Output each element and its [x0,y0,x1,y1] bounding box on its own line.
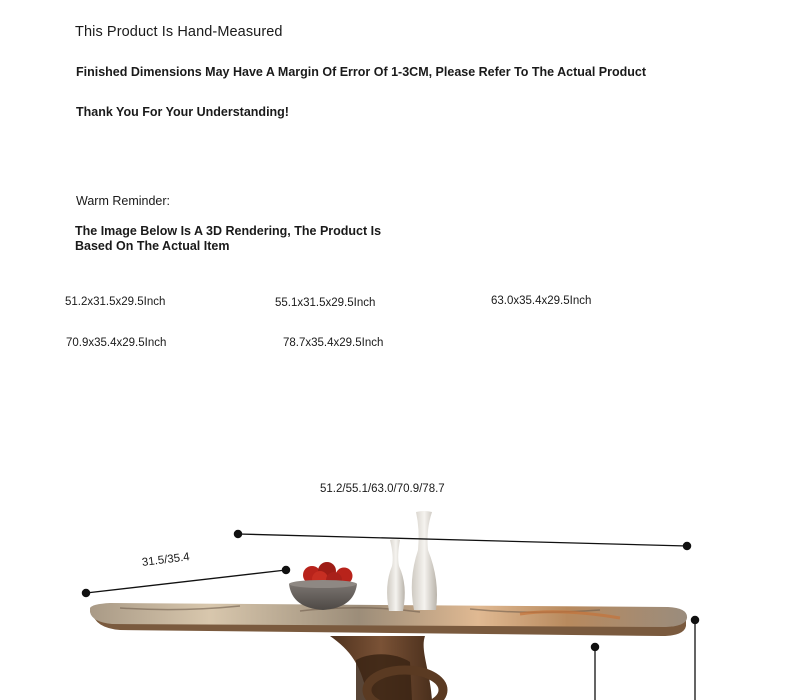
table-rendering [0,430,790,700]
tolerance-notice: Finished Dimensions May Have A Margin Of Error Of 1-3CM, Please Refer To The Actual Product [76,65,647,79]
fruit-bowl [289,562,357,610]
reminder-heading: Warm Reminder: [76,194,170,208]
width-dimension-label: 31.5/35.4 [141,551,191,569]
size-option: 63.0x35.4x29.5Inch [491,295,592,307]
size-option: 55.1x31.5x29.5Inch [275,297,376,309]
table-base [330,636,443,700]
reminder-text: The Image Below Is A 3D Rendering, The Product Is Based On The Actual Item [75,224,382,253]
vases [387,511,437,611]
size-option: 70.9x35.4x29.5Inch [66,337,167,349]
length-dimension-label: 51.2/55.1/63.0/70.9/78.7 [320,483,445,495]
size-option: 78.7x35.4x29.5Inch [283,337,384,349]
thanks-note: Thank You For Your Understanding! [76,105,289,119]
page-title: This Product Is Hand-Measured [75,24,283,40]
size-option: 51.2x31.5x29.5Inch [65,296,166,308]
